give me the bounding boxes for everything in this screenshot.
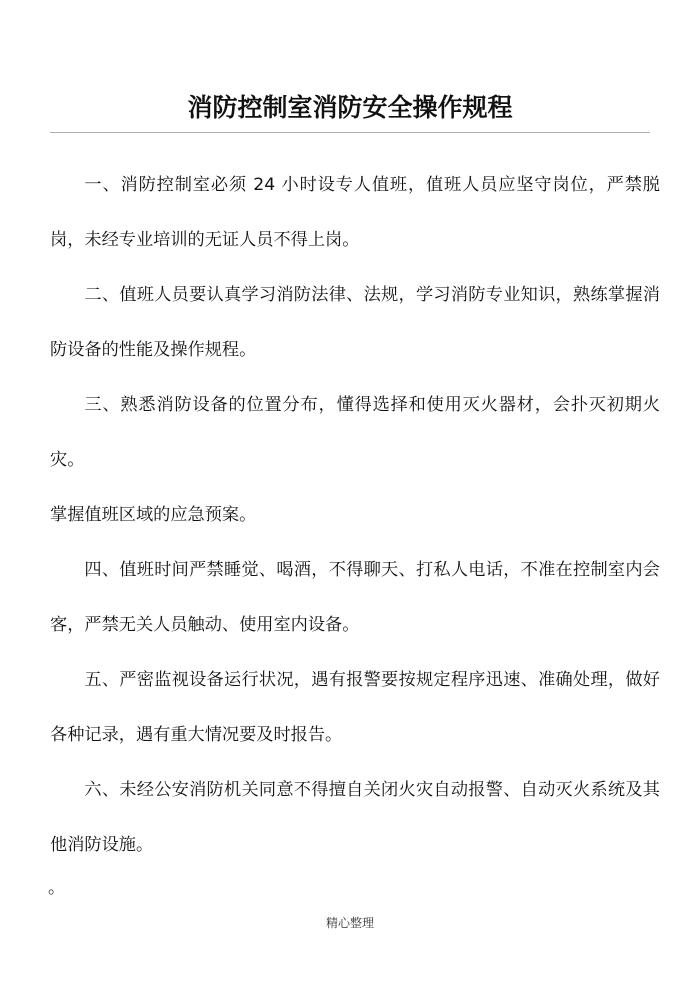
paragraph-6: 六、未经公安消防机关同意不得擅自关闭火灾自动报警、自动灭火系统及其他消防设施。: [50, 780, 660, 855]
title-divider: [50, 132, 650, 133]
paragraph-3-continuation: 掌握值班区域的应急预案。: [50, 505, 257, 525]
paragraph-4: 四、值班时间严禁睡觉、喝酒，不得聊天、打私人电话，不准在控制室内会客，严禁无关人员触动、使用室内设备。: [50, 560, 660, 635]
paragraph-1: 一、消防控制室必须 24 小时设专人值班，值班人员应坚守岗位，严禁脱岗，未经专业培训的无证人员不得上岗。: [50, 175, 660, 250]
paragraph-2: 二、值班人员要认真学习消防法律、法规，学习消防专业知识，熟练掌握消防设备的性能及操作规程。: [50, 285, 660, 360]
document-body: [50, 158, 660, 873]
trailing-period: 。: [48, 878, 65, 898]
paragraph-5: 五、严密监视设备运行状况，遇有报警要按规定程序迅速、准确处理，做好各种记录，遇有重大情况要及时报告。: [50, 670, 660, 745]
paragraph-3: 三、熟悉消防设备的位置分布，懂得选择和使用灭火器材，会扑灭初期火灾。: [50, 395, 660, 470]
page-footer: 精心整理: [325, 916, 374, 930]
document-title: 消防控制室消防安全操作规程: [187, 93, 513, 122]
